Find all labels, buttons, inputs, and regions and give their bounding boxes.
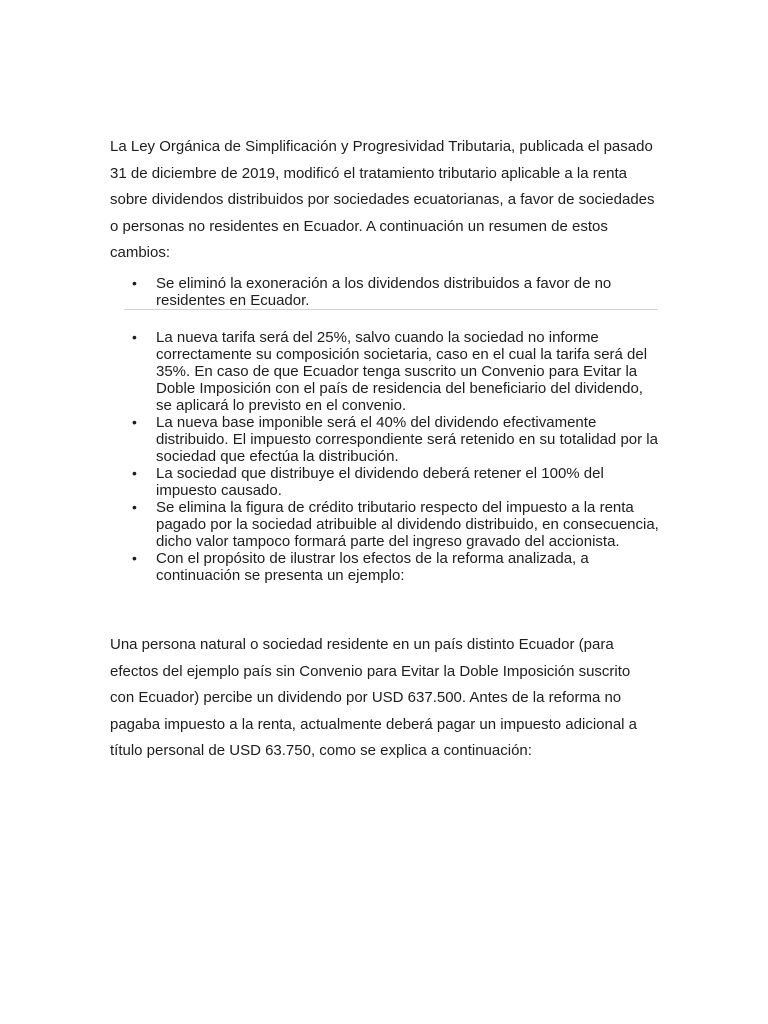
list-item-text: Se elimina la figura de crédito tributario respecto del impuesto a la renta pagado por la sociedad atribuible al dividendo distribuido, en consecuencia, dicho valor tampoco formará parte del ingreso gravado del accionista. [156, 499, 659, 550]
list-item [132, 465, 662, 499]
bullet-icon: • [132, 414, 137, 430]
list-item [132, 275, 662, 309]
list-item [132, 499, 662, 550]
bullet-icon: • [132, 499, 137, 515]
bullet-icon: • [132, 275, 137, 291]
bullet-icon: • [132, 550, 137, 566]
example-paragraph: Una persona natural o sociedad residente en un país distinto Ecuador (para efectos del ejemplo país sin Convenio para Evitar la Doble Imposición suscrito con Ecuador) percibe un dividendo por USD 637.500. Antes de la reforma no pagaba impuesto a la renta, actualmente deberá pagar un impuesto adicional a título personal de USD 63.750, como se explica a continuación: [110, 636, 638, 759]
intro-paragraph: La Ley Orgánica de Simplificación y Progresividad Tributaria, publicada el pasado 31 de diciembre de 2019, modificó el tratamiento tributario aplicable a la renta sobre dividendos distribuidos por sociedades ecuatorianas, a favor de sociedades o personas no residentes en Ecuador. A continuación un resumen de estos cambios: [110, 138, 655, 261]
list-item-text: La nueva tarifa será del 25%, salvo cuando la sociedad no informe correctamente su composición societaria, caso en el cual la tarifa será del 35%. En caso de que Ecuador tenga suscrito un Convenio para Evitar la Doble Imposición con el país de residencia del beneficiario del dividendo, se aplicará lo previsto en el convenio. [156, 329, 648, 414]
list-item [132, 329, 662, 414]
bullet-list-second [132, 329, 662, 584]
list-item-text: Se eliminó la exoneración a los dividendos distribuidos a favor de no residentes en Ecuador. [156, 275, 612, 309]
bullet-list-first [132, 275, 662, 309]
bullet-icon: • [132, 465, 137, 481]
list-item [132, 414, 662, 465]
bullet-icon: • [132, 329, 137, 345]
list-item-text: La nueva base imponible será el 40% del dividendo efectivamente distribuido. El impuesto correspondiente será retenido en su totalidad por la sociedad que efectúa la distribución. [156, 414, 658, 465]
divider [124, 309, 658, 310]
list-item [132, 550, 662, 584]
list-item-text: Con el propósito de ilustrar los efectos de la reforma analizada, a continuación se presenta un ejemplo: [156, 550, 589, 584]
list-item-text: La sociedad que distribuye el dividendo deberá retener el 100% del impuesto causado. [156, 465, 604, 499]
